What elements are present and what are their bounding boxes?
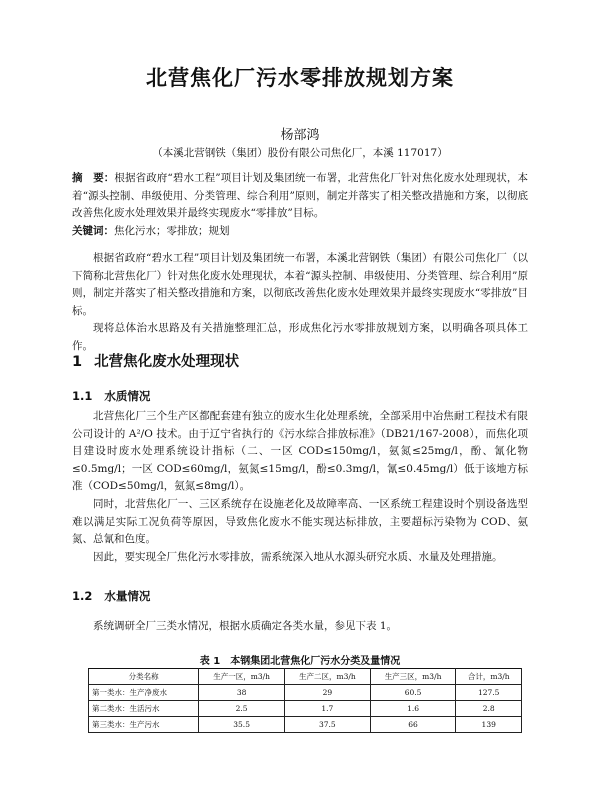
abstract-text: 根据省政府“碧水工程”项目计划及集团统一布署，北营焦化厂针对焦化废水处理现状，本着“源头控制、串级使用、分类管理、综合利用”原则，制定并落实了相关整改措施和方案，以彻底改善焦化废水处理效果并最终实现废水“零排放”目标。 [72,172,529,219]
table-row [89,685,522,701]
section-title: 北营焦化废水处理现状 [94,354,240,370]
body-paragraph: 北营焦化厂三个生产区都配套建有独立的废水生化处理系统，全部采用中冶焦耐工程技术有限公司设计的 A²/O 技术。由于辽宁省执行的《污水综合排放标准》（DB21/167-2008），而焦化项目建设时废水处理系统设计指标（二、一区 COD≤150mg/l，氨氮≤25mg/l，酚、氰化物≤0.5mg/l；一区 COD≤60mg/l，氨氮≤15mg/l，酚≤0.3mg/l，氰≤0.45mg/l）低于该地方标准（COD≤50mg/l，氨氮≤8mg/l）。 [72,410,528,493]
section-1-1-heading [72,388,150,404]
table-header-cell: 合计，m3/h [456,669,522,685]
table-header-cell: 生产三区，m3/h [370,669,456,685]
section-title: 水质情况 [104,389,151,403]
table-cell: 60.5 [370,685,456,701]
body-paragraph: 系统调研全厂三类水情况，根据水质确定各类水量，参见下表 1。 [93,620,398,632]
section-title: 水量情况 [104,589,151,603]
author-name: 杨部鸿 [280,128,320,143]
table-cell: 1.7 [284,701,370,717]
abstract [72,170,528,223]
abstract-label: 摘 要： [72,172,115,184]
section-1-2-body [72,618,528,636]
body-paragraph: 同时，北营焦化厂一、三区系统存在设施老化及故障率高、一区系统工程建设时个别设备选型难以满足实际工况负荷等原因，导致焦化废水不能实现达标排放，主要超标污染物为 COD、氨氮、总氰和色度。 [72,497,528,546]
table-cell: 2.5 [199,701,285,717]
table-cell: 29 [284,685,370,701]
intro-paragraph: 现将总体治水思路及有关措施整理汇总，形成焦化污水零排放规划方案，以明确各项具体工作。 [72,322,528,352]
table-cell: 37.5 [284,717,370,733]
table-cell: 第二类水：生活污水 [89,701,199,717]
table-cell: 139 [456,717,522,733]
table-cell: 2.8 [456,701,522,717]
table-caption: 表 1 本钢集团北营焦化厂污水分类及量情况 [199,656,401,667]
section-1-heading [72,350,239,371]
section-number: 1.1 [72,389,93,403]
author-affiliation: （本溪北营钢铁（集团）股份有限公司焦化厂，本溪 117017） [152,147,448,159]
table-cell: 第三类水：生产污水 [89,717,199,733]
table-cell: 35.5 [199,717,285,733]
table-header-cell: 生产二区，m3/h [284,669,370,685]
table-header-cell: 分类名称 [89,669,199,685]
intro-section [72,250,528,356]
wastewater-table [88,668,522,733]
table-cell: 127.5 [456,685,522,701]
paper-title: 北营焦化厂污水零排放规划方案 [146,66,454,90]
keywords-label: 关键词： [72,225,114,237]
keywords-text: 焦化污水；零排放；规划 [114,225,230,237]
keywords [72,223,528,241]
table-header-cell: 生产一区，m3/h [199,669,285,685]
table-row [89,717,522,733]
table-header-row [89,669,522,685]
table-cell: 38 [199,685,285,701]
table-cell: 66 [370,717,456,733]
section-1-1-body [72,408,528,566]
body-paragraph: 因此，要实现全厂焦化污水零排放，需系统深入地从水源头研究水质、水量及处理措施。 [93,550,503,563]
table-row [89,701,522,717]
table-cell: 第一类水：生产净废水 [89,685,199,701]
section-1-2-heading [72,588,150,604]
section-number: 1 [72,354,83,370]
section-number: 1.2 [72,589,93,603]
intro-paragraph: 根据省政府“碧水工程”项目计划及集团统一布署，本溪北营钢铁（集团）有限公司焦化厂（以下简称北营焦化厂）针对焦化废水处理现状，本着“源头控制、串级使用、分类管理、综合利用”原则，制定并落实了相关整改措施和方案，以彻底改善焦化废水处理效果并最终实现废水“零排放”目标。 [72,252,528,317]
table-cell: 1.6 [370,701,456,717]
